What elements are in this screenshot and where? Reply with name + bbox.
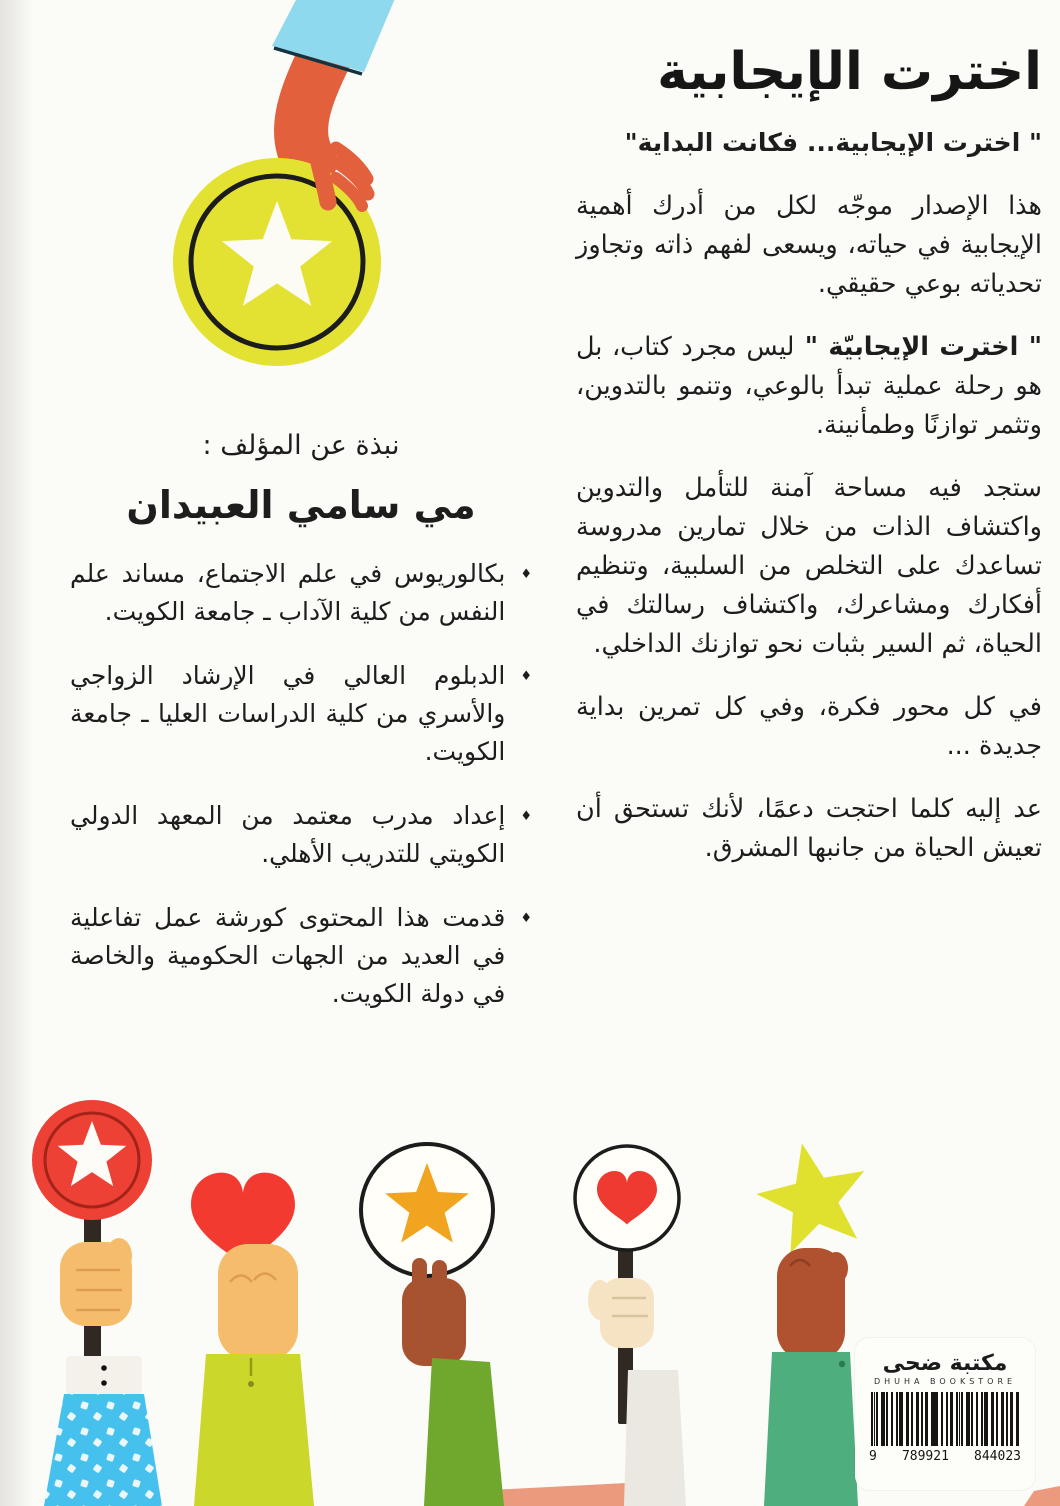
book-title: اخترت الإيجابية	[657, 42, 1042, 102]
sleeve	[272, 0, 396, 74]
publisher-logo: مكتبة ضحى	[882, 1351, 1008, 1376]
diamond-bullet-icon: ♦	[520, 669, 532, 684]
red-star-paddle-icon	[32, 1100, 162, 1506]
synopsis-paragraph-3: ستجد فيه مساحة آمنة للتأمل والتدوين واكتشاف الذات من خلال تمارين مدروسة تساعدك على التخلص من السلبية، وتنظيم أفكارك ومشاعرك، واكتشاف رسالتك في الحياة، ثم السير بثبات نحو توازنك الداخلي.	[576, 473, 1042, 659]
synopsis-paragraph-1: هذا الإصدار موجّه لكل من أدرك أهمية الإيجابية في حياته، ويسعى لفهم ذاته وتجاوز تحدياته بوعي حقيقي.	[576, 191, 1042, 299]
barcode	[871, 1392, 1019, 1446]
diamond-bullet-icon: ♦	[520, 809, 532, 824]
synopsis-paragraph-2-rest: ليس مجرد كتاب، بل هو رحلة عملية تبدأ بالوعي، وتنمو بالتدوين، وتثمر توازنًا وطمأنينة.	[576, 332, 1042, 440]
credential-text: إعداد مدرب معتمد من المعهد الدولي الكويتي للتدريب الأهلي.	[70, 801, 506, 868]
isbn-part: 844023	[974, 1449, 1021, 1464]
list-item	[70, 555, 532, 631]
isbn-digits	[869, 1449, 1021, 1464]
publisher-name-latin: DHUHA BOOKSTORE	[873, 1377, 1017, 1386]
synopsis-paragraph-2	[576, 328, 1042, 445]
isbn-part: 789921	[901, 1449, 949, 1464]
barcode-label	[855, 1338, 1035, 1490]
about-author-heading: نبذة عن المؤلف :	[202, 430, 400, 461]
top-illustration-hand-with-star-medal	[130, 0, 470, 400]
list-item	[70, 899, 532, 1013]
credential-text: الدبلوم العالي في الإرشاد الزواجي والأسري من كلية الدراسات العليا ـ جامعة الكويت.	[70, 661, 506, 766]
synopsis-paragraph-2-lead: " اخترت الإيجابيّة "	[794, 332, 1042, 362]
orange-star-circle-icon	[361, 1144, 504, 1506]
synopsis-paragraph-5: عد إليه كلما احتجت دعمًا، لأنك تستحق أن تعيش الحياة من جانبها المشرق.	[576, 794, 1042, 863]
list-item	[70, 657, 532, 771]
list-item	[70, 797, 532, 873]
author-credentials-list	[70, 555, 532, 1013]
credential-text: قدمت هذا المحتوى كورشة عمل تفاعلية في العديد من الجهات الحكومية والخاصة في دولة الكويت.	[70, 903, 506, 1008]
ground-patch	[1024, 1486, 1060, 1506]
synopsis-column	[576, 42, 1042, 868]
red-heart-paddle-icon	[575, 1146, 686, 1506]
synopsis-paragraph-4: في كل محور فكرة، وفي كل تمرين بداية جديدة ...	[576, 692, 1042, 761]
cover-quote: " اخترت الإيجابية... فكانت البداية"	[624, 128, 1042, 157]
author-bio-column	[70, 430, 532, 1013]
diamond-bullet-icon: ♦	[520, 567, 532, 582]
author-name: مي سامي العبيدان	[126, 483, 476, 527]
red-heart-icon	[191, 1173, 314, 1506]
isbn-part: 9	[869, 1449, 877, 1464]
credential-text: بكالوريوس في علم الاجتماع، مساند علم النفس من كلية الآداب ـ جامعة الكويت.	[70, 559, 506, 626]
diamond-bullet-icon: ♦	[520, 911, 532, 926]
